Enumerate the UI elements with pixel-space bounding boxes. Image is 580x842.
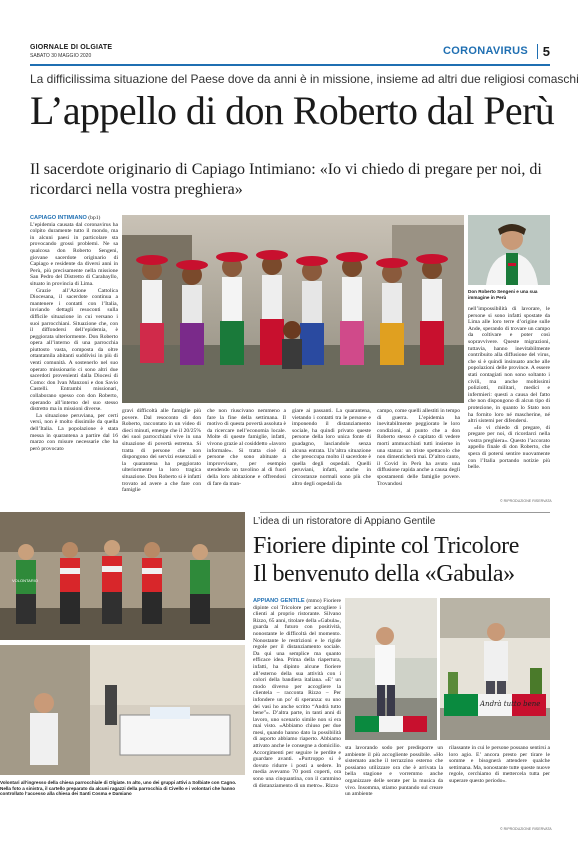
volunteers-photo-image [0, 512, 245, 640]
article1-subtitle: Il sacerdote originario di Capiago Intimiano: «Io vi chiedo di pregare per noi, di ricordarci nella vostra preghiera» [30, 161, 542, 198]
article1-headline: L’appello di don Roberto dal Perù [30, 88, 555, 133]
article1-paragraph: campo, come quelli allestiti in tempo di guerra. L’epidemia ha inevitabilmente peggiorato le loro condizioni, al punto che a don Roberto stesso è capitato di vedere morti ammucchiati tutti insieme in una stanza: un triste spettacolo che non dimenticherà mai. D’altro canto, il Covid in Perù ha avuto una diffusione rapida anche a causa degli spostamenti delle famiglie povere. Trovandosi [377, 408, 460, 487]
church-entrance-photo [0, 645, 245, 775]
article2-dateline: APPIANO GENTILE [253, 598, 305, 604]
article1-column-4 [292, 408, 371, 498]
planters-photo-image [440, 598, 550, 740]
article2-headline-line1: Fioriere dipinte col Tricolore [253, 533, 519, 559]
article2-paragraph: Fioriere dipinte col Tricolore per accogliere i clienti al proprio ristorante. Silvano Rizzo, 65 anni, titolare della «Gabula», guarda al futuro con positività, nonostante le difficoltà del momento. Nonostante le restrizioni e le rigide regole per il distanziamento sociale. Da qui una semplice ma quanto efficace idea. Prima della riapertura, infatti, ha dipinto alcune fioriere all’esterno della sua attività con i colori della bandiera italiana. «E’ un modo diverso per accogliere la clientela – racconta Rizzo – Per infondere un po’ di speranza: su uno dei vasi ho anche scritto “Andrà tutto bene”». D’altra parte, in tanti anni di lavoro, uno scenario simile non si era mai visto. «Abbiamo chiuso per due mesi, quando hanno dato la possibilità di asporto abbiamo riaperto. Abbiamo attivato anche le consegne a domicilio. Accorgimenti per seguire le perdite e guardare avanti. «Purtroppo si è dovuto ridurre i posti a sedere. In media avevamo 70 posti coperti, ora sono una cinquantina, con il cammino di distanziamento di un metro». Rizzo [253, 598, 341, 789]
volunteers-caption: Volontari all’ingresso della chiesa parrocchiale di Olgiate. In alto, uno dei gruppi attivi a Solbiate con Cagno. Nella foto a sinistra, il cartello preparato da alcuni ragazzi della parrocchia di Civello e i volontari che hanno controllato l’accesso alla chiesa dei Santi Cosma e Damiano [0, 780, 237, 797]
planter-lettering: Andrà tutto bene [480, 700, 541, 708]
article2-headline [253, 532, 550, 588]
volunteers-photo [0, 512, 245, 640]
article2-credit: © RIPRODUZIONE RISERVATA [500, 827, 552, 831]
article1-paragraph: «Io vi chiedo di pregare, di pregare per noi, di ricordarci nella vostra preghiera». Questo l’accorato appello finale di don Roberto, che spera di potersi sentire nuovamente con l’Italia portando notizie più belle. [468, 424, 550, 471]
portrait-don-roberto [468, 215, 550, 285]
article1-paragraph: L’epidemia causata dal coronavirus ha colpito duramente tutto il mondo, ma in alcuni paesi in particolare sta provocando grossi problemi. Ne sa qualcosa don Roberto Sengeni, giovane sacerdote originario di Capiago e residente da diversi anni in Perù, più precisamente nella missione San Pedro del Distretto di Carabayllo, situato in provincia di Lima. [30, 221, 118, 287]
group-photo-peru [122, 215, 464, 403]
article1-paragraph: La situazione peruviana, per certi versi, non è molto dissimile da quella dell’Italia. La popolazione è stata messa in quarantena a partire dal 16 marzo con misure necessarie che ha però provocato [30, 412, 118, 452]
group-photo-peru-image [122, 215, 464, 403]
article-separator [260, 512, 550, 513]
restaurant-owner-photo [345, 598, 437, 740]
portrait-don-roberto-image [468, 215, 550, 285]
issue-date: SABATO 30 MAGGIO 2020 [30, 53, 92, 59]
restaurant-owner-photo-image [345, 598, 437, 740]
article2-column-2 [345, 745, 443, 830]
planters-photo [440, 598, 550, 740]
article2-kicker: L’idea di un ristoratore di Appiano Gentile [253, 516, 436, 527]
article2-byline: (mmo) [306, 598, 322, 604]
article1-column-5 [377, 408, 460, 498]
article1-byline: (bp1) [88, 215, 101, 221]
volunteer-badge: VOLONTARIO [12, 578, 38, 583]
church-entrance-photo-image [0, 645, 245, 775]
article2-paragraph: sta lavorando sodo per predisporre un ambiente il più accogliente possibile. «Ho sistemato anche il terrazzino esterno che possiamo utilizzare ora che è arrivata la bella stagione e vorremmo anche organizzare delle serate per la musica da vivo. Insomma, stiamo puntando sul creare un ambiente [345, 745, 443, 798]
article2-column-3 [449, 745, 550, 825]
newspaper-name: GIORNALE DI OLGIATE [30, 44, 113, 51]
article1-dateline: CAPIAGO INTIMIANO [30, 215, 87, 221]
article1-credit: © RIPRODUZIONE RISERVATA [500, 499, 552, 503]
article1-column-6 [468, 306, 550, 496]
article1-column-1 [30, 215, 118, 507]
article1-paragraph: che non riuscivano nemmeno a fare la fine della settimana. Il motivo di questa povertà assoluta è da ricercare nell’economia locale. Molte di queste famiglie, infatti, vivono grazie al cosiddetto «lavoro informale». Si tratta cioè di persone che sono abituate a improvvisare, per esempio stendendo un tavolino al di fuori della loro abitazione e offrendosi di fare da man- [207, 408, 286, 487]
article1-paragraph: nell’impossibilità di lavorare, le persone si sono infatti spostate da Lima alle loro terre d’origine sulle Ande, sperando di trovare un campo da coltivare e poter così sopravvivere. Queste migrazioni, tuttavia, hanno inevitabilmente contribuito alla diffusione del virus, che si è quindi insinuato anche alle popolazioni delle province. A essere stati contagiati non sono soltanto i civili, ma anche moltissimi poliziotti, militari, medici e infermieri: questi a causa del fatto che non dispongono di alcun tipo di protezione, in quanto lo Stato non ha fornito loro né mascherine, né altri sistemi per difendersi. [468, 306, 550, 425]
page-number: 5 [537, 44, 550, 59]
article2-paragraph: rilassante in cui le persone possano sentirsi a loro agio. E’ ancora presto per tirare le somme e bisognerà attendere qualche settimana. Ma, nonostante tutte queste nuove regole, cerchiamo di mettercela tutta per superare questo periodo». [449, 745, 550, 784]
article1-paragraph: gravi difficoltà alle famiglie più povere. Dal resoconto di don Roberto, raccontato in un video di dieci minuti, emerge che il 20/25% dei suoi parrocchiani vive in una situazione di povertà estrema. Si tratta di persone che non dispongono dei servizi essenziali e la quarantena ha peggiorato ulteriormente la loro tragica situazione. Don Roberto si è infatti trovato ad avere a che fare con famiglie [122, 408, 201, 494]
masthead [30, 44, 550, 66]
article2-column-1 [253, 598, 341, 830]
article1-column-3 [207, 408, 286, 498]
article2-headline-line2: Il benvenuto della «Gabula» [253, 561, 515, 587]
section-label: CORONAVIRUS [443, 45, 528, 57]
article1-paragraph: giare ai passanti. La quarantena, vietando i contatti tra le persone e imponendo il distanziamento sociale, ha quindi privato queste persone della loro unica fonte di guadagno, lasciandole senza alcuna entrata. Un’altra situazione che preoccupa molto il sacerdote è quella degli ospedali. Quelli peruviani, infatti, anche in circostanze normali sono più che altro degli ospedali da [292, 408, 371, 487]
portrait-caption: Don Roberto Sengeni e una sua immagine in Perù [468, 289, 538, 300]
article1-kicker: La difficilissima situazione del Paese dove da anni è in missione, insieme ad altri due religiosi comaschi [30, 72, 579, 86]
article1-paragraph: Grazie all’Azione Cattolica Diocesana, il sacerdote continua a mantenere i contatti con l’Italia, inviando dettagli resoconti sulla difficile situazione in cui versano i suoi parrocchiani. Situazione che, con il diffondersi dell’epidemia, è peggiorata ulteriormente. Don Roberto opera all’interno di una parrocchia piuttosto vasta, composta da oltre ottantamila abitanti suddivisi in più di venti comunità. A sostenerlo nel suo operato missionario ci sono altri due sacerdoti provenienti dalla Diocesi di Como: don Ivan Manzoni e don Savio Castelli. Entrambi missionari, collaborano spesso con don Roberto, operando all’interno del suo stesso distretto ma in missioni diverse. [30, 287, 118, 413]
article1-column-2 [122, 408, 201, 498]
